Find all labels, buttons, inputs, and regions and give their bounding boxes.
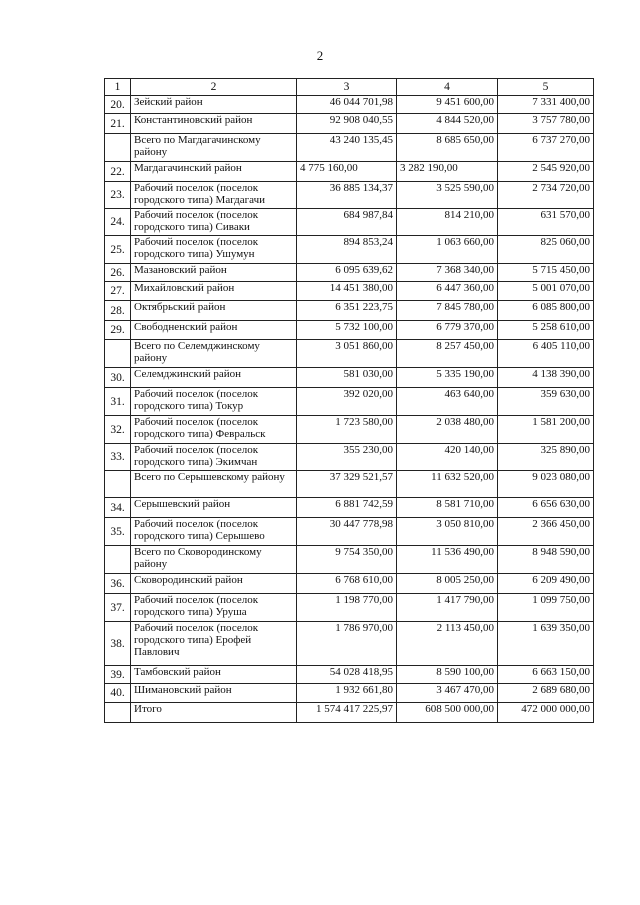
row-col-3: 355 230,00 bbox=[297, 444, 397, 471]
row-number bbox=[105, 134, 131, 162]
row-col-5: 6 209 490,00 bbox=[498, 574, 594, 594]
row-number: 37. bbox=[105, 594, 131, 622]
row-number: 35. bbox=[105, 518, 131, 546]
row-col-4: 1 063 660,00 bbox=[397, 236, 498, 264]
row-name: Рабочий поселок (поселок городского типа) Ушумун bbox=[131, 236, 297, 264]
row-col-3: 54 028 418,95 bbox=[297, 666, 397, 684]
row-col-5: 5 001 070,00 bbox=[498, 282, 594, 301]
row-col-3: 6 351 223,75 bbox=[297, 301, 397, 321]
row-name: Свободненский район bbox=[131, 321, 297, 340]
row-col-3: 684 987,84 bbox=[297, 209, 397, 236]
table-row bbox=[105, 321, 594, 340]
row-col-5: 1 099 750,00 bbox=[498, 594, 594, 622]
row-number: 20. bbox=[105, 96, 131, 114]
row-col-3: 92 908 040,55 bbox=[297, 114, 397, 134]
row-name: Рабочий поселок (поселок городского типа) Экимчан bbox=[131, 444, 297, 471]
row-col-5: 5 715 450,00 bbox=[498, 264, 594, 282]
row-col-5: 631 570,00 bbox=[498, 209, 594, 236]
table-row bbox=[105, 301, 594, 321]
row-number: 25. bbox=[105, 236, 131, 264]
row-number: 24. bbox=[105, 209, 131, 236]
row-col-4: 4 844 520,00 bbox=[397, 114, 498, 134]
row-col-4: 3 525 590,00 bbox=[397, 182, 498, 209]
table-row bbox=[105, 388, 594, 416]
row-number: 26. bbox=[105, 264, 131, 282]
row-col-5: 6 656 630,00 bbox=[498, 498, 594, 518]
row-col-4: 6 779 370,00 bbox=[397, 321, 498, 340]
row-col-3: 37 329 521,57 bbox=[297, 471, 397, 498]
row-col-3: 1 932 661,80 bbox=[297, 684, 397, 703]
row-number: 29. bbox=[105, 321, 131, 340]
row-col-5: 359 630,00 bbox=[498, 388, 594, 416]
row-number: 22. bbox=[105, 162, 131, 182]
row-name: Рабочий поселок (поселок городского типа) Серышево bbox=[131, 518, 297, 546]
row-number bbox=[105, 703, 131, 723]
row-col-5: 825 060,00 bbox=[498, 236, 594, 264]
row-number: 38. bbox=[105, 622, 131, 666]
row-col-5: 8 948 590,00 bbox=[498, 546, 594, 574]
header-col-1: 1 bbox=[105, 79, 131, 96]
row-col-5: 325 890,00 bbox=[498, 444, 594, 471]
row-col-4: 2 113 450,00 bbox=[397, 622, 498, 666]
row-name: Всего по Серышевскому району bbox=[131, 471, 297, 498]
row-number: 36. bbox=[105, 574, 131, 594]
row-name: Рабочий поселок (поселок городского типа) Уруша bbox=[131, 594, 297, 622]
row-number: 21. bbox=[105, 114, 131, 134]
row-name: Рабочий поселок (поселок городского типа) Токур bbox=[131, 388, 297, 416]
row-col-4: 7 368 340,00 bbox=[397, 264, 498, 282]
row-number bbox=[105, 471, 131, 498]
row-col-4: 3 282 190,00 bbox=[397, 162, 498, 182]
table-row bbox=[105, 282, 594, 301]
row-col-5: 2 366 450,00 bbox=[498, 518, 594, 546]
row-col-5: 6 663 150,00 bbox=[498, 666, 594, 684]
row-number: 33. bbox=[105, 444, 131, 471]
row-col-3: 30 447 778,98 bbox=[297, 518, 397, 546]
row-number: 27. bbox=[105, 282, 131, 301]
row-col-3: 392 020,00 bbox=[297, 388, 397, 416]
table-row bbox=[105, 498, 594, 518]
row-col-4: 9 451 600,00 bbox=[397, 96, 498, 114]
row-col-4: 8 257 450,00 bbox=[397, 340, 498, 368]
row-col-5: 7 331 400,00 bbox=[498, 96, 594, 114]
header-col-4: 4 bbox=[397, 79, 498, 96]
row-name: Рабочий поселок (поселок городского типа) Сиваки bbox=[131, 209, 297, 236]
row-col-4: 608 500 000,00 bbox=[397, 703, 498, 723]
row-name: Рабочий поселок (поселок городского типа) Ерофей Павлович bbox=[131, 622, 297, 666]
row-col-3: 1 723 580,00 bbox=[297, 416, 397, 444]
table-header-row bbox=[105, 79, 594, 96]
row-number: 39. bbox=[105, 666, 131, 684]
header-col-2: 2 bbox=[131, 79, 297, 96]
row-number: 32. bbox=[105, 416, 131, 444]
row-col-5: 472 000 000,00 bbox=[498, 703, 594, 723]
table-row bbox=[105, 666, 594, 684]
row-name: Всего по Селемджинскому району bbox=[131, 340, 297, 368]
row-col-3: 894 853,24 bbox=[297, 236, 397, 264]
row-col-5: 2 689 680,00 bbox=[498, 684, 594, 703]
row-number bbox=[105, 546, 131, 574]
table-row bbox=[105, 622, 594, 666]
header-col-3: 3 bbox=[297, 79, 397, 96]
table-row bbox=[105, 594, 594, 622]
row-name: Всего по Сковородинскому району bbox=[131, 546, 297, 574]
row-col-3: 1 574 417 225,97 bbox=[297, 703, 397, 723]
row-name: Рабочий поселок (поселок городского типа) Магдагачи bbox=[131, 182, 297, 209]
row-name: Тамбовский район bbox=[131, 666, 297, 684]
row-col-3: 1 198 770,00 bbox=[297, 594, 397, 622]
row-col-5: 2 545 920,00 bbox=[498, 162, 594, 182]
row-number: 28. bbox=[105, 301, 131, 321]
row-name: Серышевский район bbox=[131, 498, 297, 518]
row-name: Михайловский район bbox=[131, 282, 297, 301]
table-row bbox=[105, 471, 594, 498]
row-col-3: 46 044 701,98 bbox=[297, 96, 397, 114]
row-col-5: 6 405 110,00 bbox=[498, 340, 594, 368]
table-row bbox=[105, 518, 594, 546]
row-col-3: 9 754 350,00 bbox=[297, 546, 397, 574]
row-col-4: 3 050 810,00 bbox=[397, 518, 498, 546]
row-col-4: 5 335 190,00 bbox=[397, 368, 498, 388]
table-row bbox=[105, 134, 594, 162]
table-row bbox=[105, 162, 594, 182]
row-name: Всего по Магдагачинскому району bbox=[131, 134, 297, 162]
row-col-4: 8 005 250,00 bbox=[397, 574, 498, 594]
row-col-3: 36 885 134,37 bbox=[297, 182, 397, 209]
row-name: Зейский район bbox=[131, 96, 297, 114]
row-col-3: 5 732 100,00 bbox=[297, 321, 397, 340]
table-row bbox=[105, 703, 594, 723]
row-name: Мазановский район bbox=[131, 264, 297, 282]
row-name: Рабочий поселок (поселок городского типа) Февральск bbox=[131, 416, 297, 444]
row-col-4: 814 210,00 bbox=[397, 209, 498, 236]
row-col-4: 7 845 780,00 bbox=[397, 301, 498, 321]
table-row bbox=[105, 96, 594, 114]
row-col-5: 3 757 780,00 bbox=[498, 114, 594, 134]
page-number: 2 bbox=[316, 48, 324, 63]
row-col-3: 6 881 742,59 bbox=[297, 498, 397, 518]
row-col-3: 6 095 639,62 bbox=[297, 264, 397, 282]
table-row bbox=[105, 368, 594, 388]
row-col-3: 4 775 160,00 bbox=[297, 162, 397, 182]
row-number: 31. bbox=[105, 388, 131, 416]
table-row bbox=[105, 114, 594, 134]
row-name: Магдагачинский район bbox=[131, 162, 297, 182]
row-col-5: 1 581 200,00 bbox=[498, 416, 594, 444]
row-col-5: 6 737 270,00 bbox=[498, 134, 594, 162]
row-col-5: 5 258 610,00 bbox=[498, 321, 594, 340]
header-col-5: 5 bbox=[498, 79, 594, 96]
row-col-4: 463 640,00 bbox=[397, 388, 498, 416]
table-row bbox=[105, 264, 594, 282]
row-number: 30. bbox=[105, 368, 131, 388]
row-col-3: 6 768 610,00 bbox=[297, 574, 397, 594]
row-number bbox=[105, 340, 131, 368]
table-row bbox=[105, 236, 594, 264]
row-name: Константиновский район bbox=[131, 114, 297, 134]
table-row bbox=[105, 340, 594, 368]
row-col-4: 11 536 490,00 bbox=[397, 546, 498, 574]
table-row bbox=[105, 182, 594, 209]
row-col-5: 4 138 390,00 bbox=[498, 368, 594, 388]
row-col-3: 581 030,00 bbox=[297, 368, 397, 388]
row-name: Шимановский район bbox=[131, 684, 297, 703]
row-name: Сковородинский район bbox=[131, 574, 297, 594]
table-row bbox=[105, 444, 594, 471]
table-row bbox=[105, 416, 594, 444]
row-col-4: 8 685 650,00 bbox=[397, 134, 498, 162]
row-col-4: 3 467 470,00 bbox=[397, 684, 498, 703]
row-col-3: 1 786 970,00 bbox=[297, 622, 397, 666]
row-name: Октябрьский район bbox=[131, 301, 297, 321]
row-name: Итого bbox=[131, 703, 297, 723]
table-row bbox=[105, 574, 594, 594]
row-col-4: 420 140,00 bbox=[397, 444, 498, 471]
row-col-5: 9 023 080,00 bbox=[498, 471, 594, 498]
row-col-3: 43 240 135,45 bbox=[297, 134, 397, 162]
row-col-5: 2 734 720,00 bbox=[498, 182, 594, 209]
table-row bbox=[105, 546, 594, 574]
row-name: Селемджинский район bbox=[131, 368, 297, 388]
budget-table bbox=[104, 78, 594, 723]
row-col-5: 1 639 350,00 bbox=[498, 622, 594, 666]
row-col-4: 6 447 360,00 bbox=[397, 282, 498, 301]
table-row bbox=[105, 684, 594, 703]
row-col-4: 8 581 710,00 bbox=[397, 498, 498, 518]
row-number: 40. bbox=[105, 684, 131, 703]
row-col-4: 11 632 520,00 bbox=[397, 471, 498, 498]
row-number: 23. bbox=[105, 182, 131, 209]
row-col-4: 1 417 790,00 bbox=[397, 594, 498, 622]
row-number: 34. bbox=[105, 498, 131, 518]
row-col-3: 14 451 380,00 bbox=[297, 282, 397, 301]
table-row bbox=[105, 209, 594, 236]
row-col-5: 6 085 800,00 bbox=[498, 301, 594, 321]
row-col-4: 2 038 480,00 bbox=[397, 416, 498, 444]
row-col-3: 3 051 860,00 bbox=[297, 340, 397, 368]
row-col-4: 8 590 100,00 bbox=[397, 666, 498, 684]
